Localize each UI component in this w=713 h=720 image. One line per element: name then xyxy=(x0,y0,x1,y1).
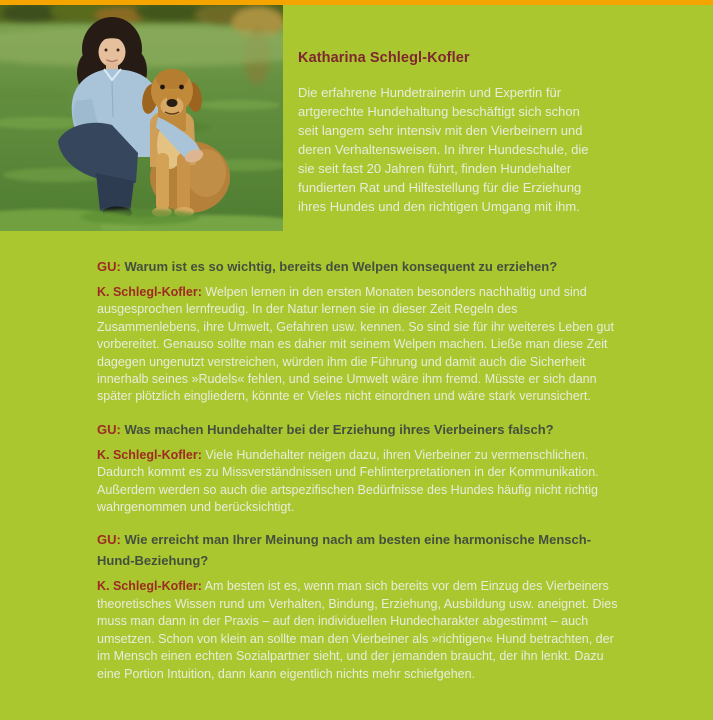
dog-eye xyxy=(160,85,165,90)
answer-2 xyxy=(97,447,623,517)
profile-bio: Die erfahrene Hundetrainerin und Expertin für artgerechte Hundehaltung beschäftigt sich schon seit langem sehr intensiv mit den Vierbeinern und deren Verhaltensweisen. In ihrer Hundeschule, die sie seit fast 20 Jahren führt, finden Hundehalter fundierten Rat und Hilfestellung für die Erziehung ihres Hundes und den richtigen Umgang mit ihm. xyxy=(298,85,589,214)
dog-nose xyxy=(167,99,178,107)
interviewee-label: K. Schlegl-Kofler: xyxy=(97,447,202,462)
profile-block xyxy=(298,50,590,216)
interviewer-label: GU: xyxy=(97,259,121,274)
answer-3-text: Am besten ist es, wenn man sich bereits vor dem Einzug des Vierbeiners theoretisches Wissen rund um Verhalten, Bindung, Erziehung, Ausbildung usw. aneignet. Dies muss man dann in der Praxis – auf den individuellen Hundecharakter abgestimmt – auch umsetzen. Schon von klein an sollte man den Vierbeiner als »richtigen« Hund betrachten, der im Mensch einen echten Sozialpartner sieht, und der jemanden braucht, der ihn lenkt. Dazu eine Portion Intuition, dann kann eigentlich nichts mehr schiefgehen. xyxy=(97,579,618,681)
dog-front-leg xyxy=(156,153,169,211)
question-2-text: Was machen Hundehalter bei der Erziehung ihres Vierbeiners falsch? xyxy=(124,421,554,437)
interviewee-label: K. Schlegl-Kofler: xyxy=(97,285,202,299)
answer-1-text: Welpen lernen in den ersten Monaten besonders nachhaltig und sind ausgesprochen lernfreudig. In der Natur lernen sie in dieser Zeit Regeln des Zusammenlebens, ihre Umwelt, Gefahren usw. kennen. So sind sie für ihr weiteres Leben gut vorbereitet. Genauso sollte man es daher mit seinem Welpen machen. Ließe man diese Zeit dagegen ungenutzt verstreichen, würden ihm die Führung und damit auch die Sicherheit innerhalb seines »Rudels« fehlen, und seine Umwelt wäre ihm fremd. Müsste er sich dann später plötzlich eingliedern, könnte er Vieles nicht einordnen und wäre stark verunsichert. xyxy=(97,285,614,404)
answer-2-text: Viele Hundehalter neigen dazu, ihren Vierbeiner zu vermenschlichen. Dadurch kommt es zu Missverständnissen und Fehlinterpretationen in der Kommunikation. Außerdem werden so auch die artspezifischen Bedürfnisse des Hundes häufig nicht richtig wahrgenommen und berücksichtigt. xyxy=(97,447,599,515)
answer-3 xyxy=(97,578,623,682)
question-3-text: Wie erreicht man Ihrer Meinung nach am besten eine harmonische Mensch-Hund-Beziehung? xyxy=(97,532,592,569)
interviewee-label: K. Schlegl-Kofler: xyxy=(97,579,202,594)
question-1-text: Warum ist es so wichtig, bereits den Welpen konsequent zu erziehen? xyxy=(124,259,558,274)
interviewer-label: GU: xyxy=(97,421,121,437)
interviewer-label: GU: xyxy=(97,532,121,548)
woman-face xyxy=(99,37,126,67)
profile-name: Katharina Schlegl-Kofler xyxy=(298,50,470,66)
interview-section xyxy=(97,256,623,696)
answer-1 xyxy=(97,284,623,406)
question-2 xyxy=(97,419,623,440)
question-1 xyxy=(97,256,623,277)
profile-photo xyxy=(0,5,283,231)
question-3 xyxy=(97,529,623,571)
dog-eye xyxy=(179,85,184,90)
